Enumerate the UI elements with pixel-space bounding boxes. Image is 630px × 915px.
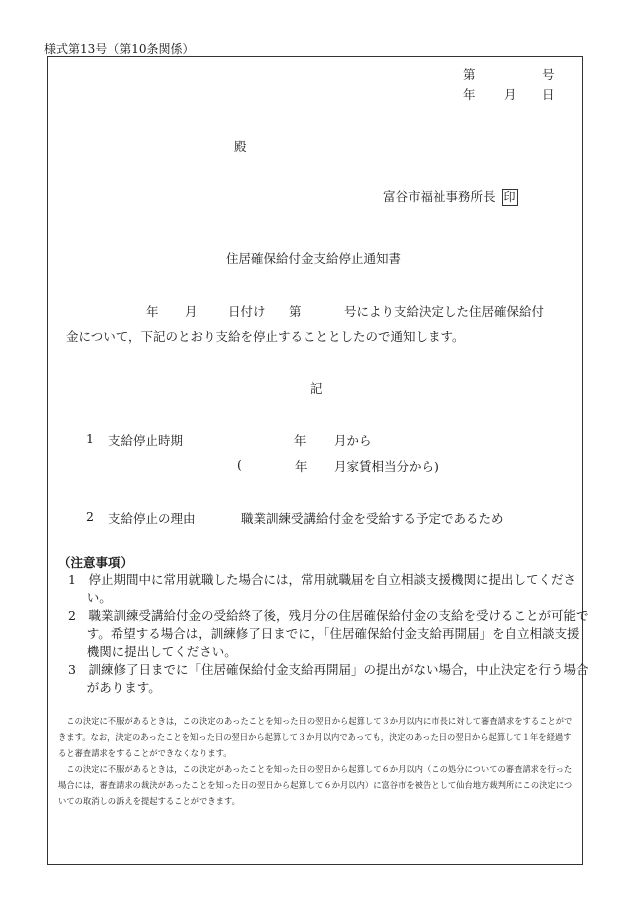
item1-year2: 年 [295, 459, 308, 474]
note-item: 3 訓練修了日までに「住居確保給付金支給再開届」の提出がない場合，中止決定を行う場合があります。 [68, 662, 589, 695]
sender-name: 富谷市福祉事務所長 [383, 189, 496, 204]
item1-number: 1 [86, 431, 94, 446]
body-line1-rest: 号により支給決定した住居確保給付 [344, 304, 545, 319]
item1-label: 支給停止時期 [108, 433, 184, 448]
body-number-prefix: 第 [289, 304, 302, 319]
body-line2: 金について，下記のとおり支給を停止することとしたので通知します。 [66, 329, 465, 344]
notes-heading: （注意事項） [58, 555, 134, 570]
body-year: 年 [146, 304, 159, 319]
item1-paren-open: ( [237, 457, 242, 472]
document-title: 住居確保給付金支給停止通知書 [226, 251, 402, 266]
doc-number-prefix: 第 [463, 67, 476, 82]
date-month: 月 [504, 87, 517, 102]
appeal-notice: この決定に不服があるときは，この決定のあったことを知った日の翌日から起算して３か月以内に市長に対して審査請求をすることができます。なお，決定のあったことを知った日の翌日から起算して３か月以内であっても，決定のあった日の翌日から起算して１年を経過すると審査請求をすることができなくなります。 [58, 716, 573, 758]
form-number-label: 様式第13号（第10条関係） [44, 42, 195, 56]
body-month: 月 [185, 304, 198, 319]
doc-number-suffix: 号 [542, 67, 555, 82]
item2-label: 支給停止の理由 [108, 511, 196, 526]
body-dated: 日付け [228, 304, 266, 319]
sender-line [383, 187, 518, 206]
item1-rent-note: 月家賃相当分から) [334, 459, 439, 474]
addressee-suffix: 殿 [234, 139, 247, 154]
item1-month-from: 月から [334, 433, 372, 448]
item1-year: 年 [294, 433, 307, 448]
notice-frame [47, 56, 589, 865]
item2-number: 2 [86, 509, 94, 524]
lawsuit-notice: この決定に不服があるときは，この決定があったことを知った日の翌日から起算して６か月以内（この処分についての審査請求を行った場合には，審査請求の裁決があったことを知った日の翌日から起算して６か月以内）に富谷市を被告として仙台地方裁判所にこの決定についての取消しの訴えを提起することができます。 [58, 764, 573, 806]
note-item: 2 職業訓練受講給付金の受給終了後，残月分の住居確保給付金の支給を受けることが可能です。希望する場合は，訓練修了日までに，「住居確保給付金支給再開届」を自立相談支援機関に提出してください。 [68, 608, 589, 659]
ki-heading: 記 [310, 381, 323, 396]
date-day: 日 [542, 87, 555, 102]
item2-reason: 職業訓練受講給付金を受給する予定であるため [241, 511, 504, 526]
seal-mark: 印 [503, 190, 516, 204]
note-item: 1 停止期間中に常用就職した場合には，常用就職届を自立相談支援機関に提出してください。 [68, 572, 576, 605]
date-year: 年 [463, 87, 476, 102]
